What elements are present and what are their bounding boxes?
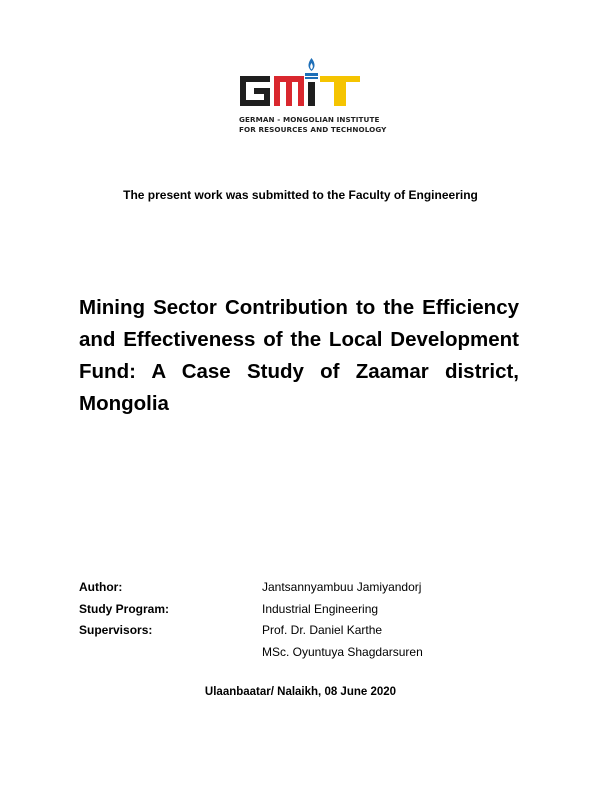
program-value: Industrial Engineering — [262, 601, 379, 616]
title-line-2: and Effectiveness of the Local Development — [79, 328, 519, 351]
author-row — [79, 580, 539, 602]
logo-letter-i — [305, 58, 318, 106]
institute-line-1: GERMAN - MONGOLIAN INSTITUTE — [239, 115, 380, 124]
thesis-title — [79, 292, 519, 420]
institute-name — [239, 115, 386, 135]
supervisor-1: Prof. Dr. Daniel Karthe — [262, 623, 383, 637]
author-label: Author: — [79, 580, 123, 594]
supervisors-label: Supervisors: — [79, 623, 153, 637]
logo-letter-t — [320, 76, 360, 106]
supervisor-2: MSc. Oyuntuya Shagdarsuren — [262, 644, 423, 659]
title-line-4: Mongolia — [79, 392, 169, 415]
submission-note: The present work was submitted to the Faculty of Engineering — [123, 188, 478, 202]
thesis-meta — [79, 580, 539, 666]
logo-letter-m — [274, 76, 304, 106]
program-label: Study Program: — [79, 601, 170, 616]
supervisors-row-2 — [79, 645, 539, 667]
logo-letter-g — [240, 76, 270, 106]
place-date: Ulaanbaatar/ Nalaikh, 08 June 2020 — [204, 686, 397, 698]
institute-line-2: FOR RESOURCES AND TECHNOLOGY — [239, 125, 387, 134]
title-line-1: Mining Sector Contribution to the Efficiency — [79, 296, 519, 319]
supervisors-row — [79, 623, 539, 645]
program-row — [79, 602, 539, 624]
author-value: Jantsannyambuu Jamiyandorj — [262, 580, 422, 594]
title-line-3: Fund: A Case Study of Zaamar district, — [79, 360, 519, 383]
